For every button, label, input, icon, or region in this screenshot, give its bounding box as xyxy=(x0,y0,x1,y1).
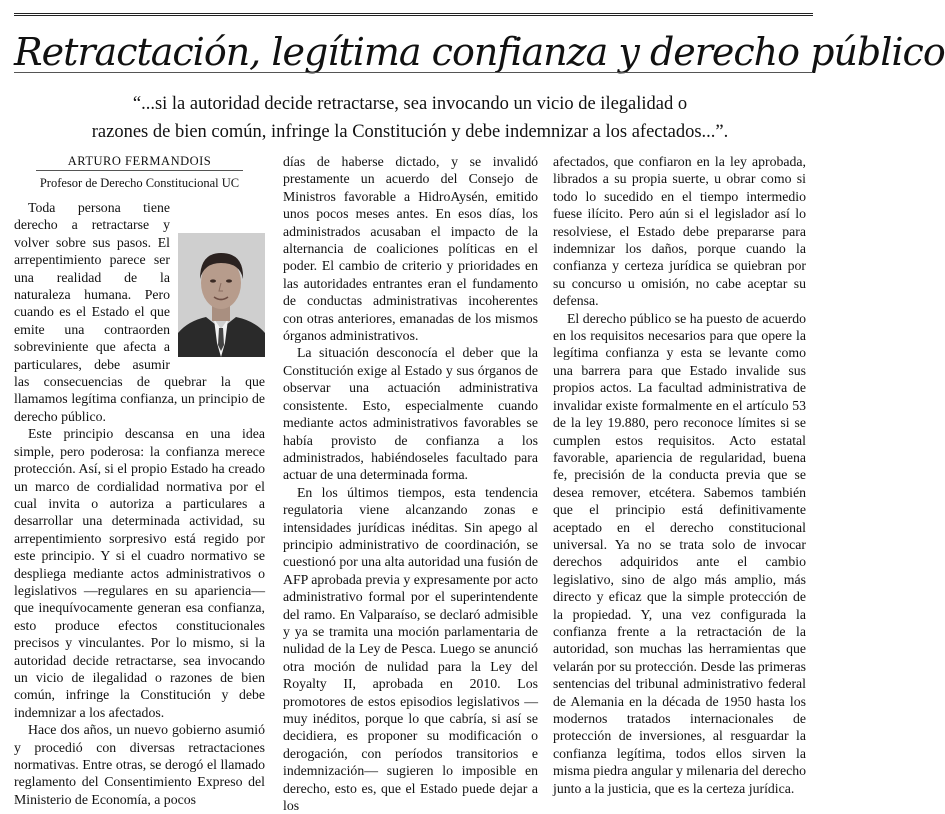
column-1 xyxy=(14,153,265,808)
paragraph: En los últimos tiempos, esta tendencia regulatoria viene alcanzando zonas e intensidades jurídicas inéditas. Sin apego al principio administrativo de coordinación, se cuestionó por una alta autoridad una fusión de AFP aprobada previa y expresamente por acto administrativo formal por el superintendente del ramo. En Valparaíso, se declaró admisible y ya se tramita una moción parlamentaria de nulidad de la Ley de Pesca. Luego se anunció otra moción de nulidad para la Ley del Royalty II, aprobada en 2010. Los promotores de estos episodios legislativos —muy inéditos, porque lo que cabría, si así se decidiera, es proponer su modificación o derogación, con períodos transitorios e indemnización— sugieren lo imposible en derecho, esto es, que el Estado puede dejar a los xyxy=(283,484,538,814)
pull-quote-line-1: “...si la autoridad decide retractarse, sea invocando un vicio de ilegalidad o xyxy=(132,94,688,114)
paragraph: El derecho público se ha puesto de acuerdo en los requisitos necesarios para que opere la legítima confianza y esta se levante como una barrera para que Estado invalide sus propios actos. La facultad administrativa de invalidar existe formalmente en el artículo 53 de la ley 19.880, pero reconoce límites si se cumplen estos requisitos. Acto estatal favorable, apariencia de regularidad, buena fe, precisión de la conducta previa que se desea remover, etcétera. Sabemos también que el principio está definitivamente aceptado en el derecho constitucional universal. Ya no se trata solo de invocar derechos adquiridos ante el cambio legislativo, sino de algo más amplio, más directo y eficaz que la simple protección de la propiedad. Y, una vez configurada la confianza frente a la retractación de la autoridad, son muchas las herramientas que velarán por su protección. Desde las primeras sentencias del tribunal administrativo federal de Alemania en la década de 1950 hasta los modernos tratados internacionales de protección de inversiones, al resguardar la confianza legítima, todos ellos sirven la misma piedra angular y milenaria del derecho junto a la justicia, que es la certeza jurídica. xyxy=(553,310,806,796)
top-double-rule xyxy=(14,13,813,16)
headline-rule xyxy=(14,72,813,73)
paragraph: La situación desconocía el deber que la Constitución exige al Estado y sus órganos de observar una actuación administrativa consistente. Esto, especialmente cuando mediante actos administrativos favorables se había provisto de confianza a los administrados, habiéndoseles facultado para actuar de una determinada forma. xyxy=(283,345,538,483)
column-2 xyxy=(283,153,538,814)
column-3 xyxy=(553,153,806,797)
paragraph: Hace dos años, un nuevo gobierno asumió y procedió con diversas retractaciones normativas. Entre otras, se derogó el llamado reglamento del Consentimiento Expreso del Ministerio de Economía, a pocos xyxy=(14,722,265,807)
pull-quote xyxy=(60,90,760,146)
author-name: ARTURO FERMANDOIS xyxy=(36,153,243,171)
author-role: Profesor de Derecho Constitucional UC xyxy=(39,176,240,190)
author-photo xyxy=(178,233,265,357)
paragraph: Este principio descansa en una idea simple, pero poderosa: la confianza merece protección. Así, si el propio Estado ha creado un marco de cordialidad normativa por el cual invita o autoriza a particulares a desarrollar una determinada actividad, su arrepentimiento sorpresivo está regido por este principio. Y si el cuadro normativo se despliega mediante actos administrativos o legislativos —regulares en su apariencia— que inequívocamente generan esa confianza, esto produce efectos constitucionales precisos y vinculantes. Por lo mismo, si la autoridad decide retractarse, sea invocando un vicio de ilegalidad o razones de bien común, infringe la Constitución y debe indemnizar a los afectados. xyxy=(14,426,265,720)
paragraph: afectados, que confiaron en la ley aprobada, librados a su propia suerte, u obrar como si todo lo sucedido en el tiempo intermedio fuese ilícito. Pero aún si el legislador así lo resolviese, el Estado debe prepararse para indemnizar los daños, porque cuando la confianza y certeza jurídica se quiebran por su concurso u omisión, no cabe aceptar su defensa. xyxy=(553,154,806,309)
paragraph: Toda persona tiene derecho a retractarse y volver sobre sus pasos. El arrepentimiento parece ser una realidad de la naturaleza humana. Pero cuando es el Estado el que emite una contraorden sobreviniente que afecta a particulares, debe asumir las consecuencias de quebrar la que llamamos legítima confianza, un principio de derecho público. xyxy=(14,200,265,424)
pull-quote-line-2: razones de bien común, infringe la Constitución y debe indemnizar a los afectados...”. xyxy=(91,122,729,142)
author-portrait-image xyxy=(178,233,265,357)
paragraph: días de haberse dictado, y se invalidó prestamente un acuerdo del Consejo de Ministros favorable a HidroAysén, emitido unos pocos meses antes. En esos días, los administrados acusaban el impacto de la alternancia de coaliciones políticas en el poder. El cambio de criterio y prioridades en las autoridades entrantes eran el fundamento de conductas administrativas incoherentes con otras anteriores, emanadas de los mismos órganos administrativos. xyxy=(283,154,538,344)
headline: Retractación, legítima confianza y derecho público xyxy=(14,30,945,74)
